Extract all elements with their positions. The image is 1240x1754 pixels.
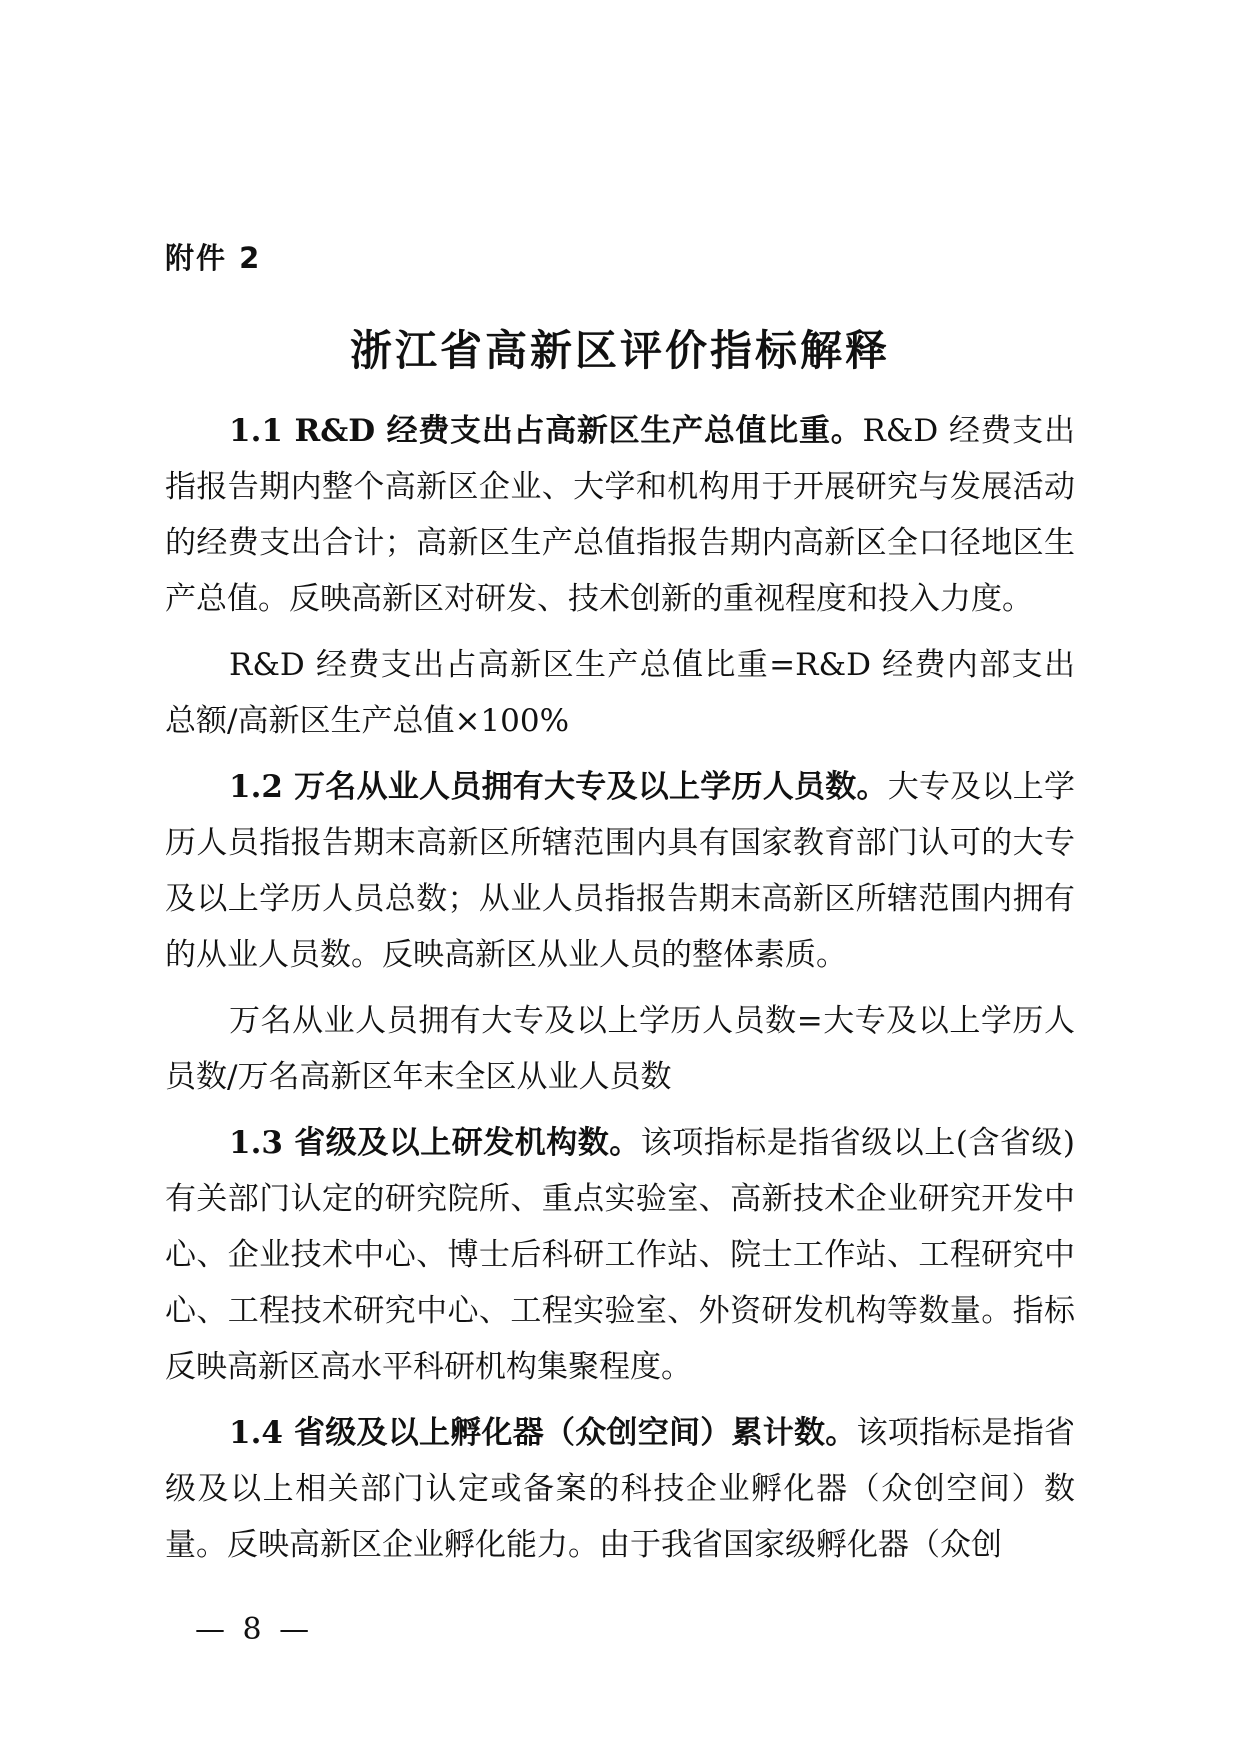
section-1-1-formula: R&D 经费支出占高新区生产总值比重=R&D 经费内部支出总额/高新区生产总值×100% xyxy=(165,647,1075,739)
attachment-label: 附件 2 xyxy=(165,241,262,275)
section-1-3-heading: 1.3 省级及以上研发机构数。 xyxy=(229,1125,641,1161)
section-1-1-heading: 1.1 R&D 经费支出占高新区生产总值比重。 xyxy=(229,413,863,449)
page-number: — 8 — xyxy=(195,1612,314,1647)
section-1-1-body: R&D 经费支出指报告期内整个高新区企业、大学和机构用于开展研究与发展活动的经费支出合计；高新区生产总值指报告期内高新区全口径地区生产总值。反映高新区对研发、技术创新的重视程度和投入力度。 xyxy=(165,413,1075,617)
document-body xyxy=(165,403,1075,1583)
document-title: 浙江省高新区评价指标解释 xyxy=(349,326,890,375)
section-1-3-paragraph xyxy=(165,1115,1075,1395)
section-1-2-heading: 1.2 万名从业人员拥有大专及以上学历人员数。 xyxy=(229,769,888,805)
section-1-2-paragraph xyxy=(165,759,1075,983)
section-1-4-heading: 1.4 省级及以上孵化器（众创空间）累计数。 xyxy=(229,1415,857,1451)
section-1-4-paragraph xyxy=(165,1405,1075,1573)
section-1-4-body: 该项指标是指省级及以上相关部门认定或备案的科技企业孵化器（众创空间）数量。反映高新区企业孵化能力。由于我省国家级孵化器（众创 xyxy=(165,1415,1075,1563)
section-1-1-paragraph xyxy=(165,403,1075,627)
section-1-2-formula: 万名从业人员拥有大专及以上学历人员数=大专及以上学历人员数/万名高新区年末全区从业人员数 xyxy=(165,1003,1075,1095)
section-1-2-body: 大专及以上学历人员指报告期末高新区所辖范围内具有国家教育部门认可的大专及以上学历人员总数；从业人员指报告期末高新区所辖范围内拥有的从业人员数。反映高新区从业人员的整体素质。 xyxy=(165,769,1076,973)
section-1-3-body: 该项指标是指省级以上(含省级)有关部门认定的研究院所、重点实验室、高新技术企业研究开发中心、企业技术中心、博士后科研工作站、院士工作站、工程研究中心、工程技术研究中心、工程实验室、外资研发机构等数量。指标反映高新区高水平科研机构集聚程度。 xyxy=(165,1125,1075,1385)
